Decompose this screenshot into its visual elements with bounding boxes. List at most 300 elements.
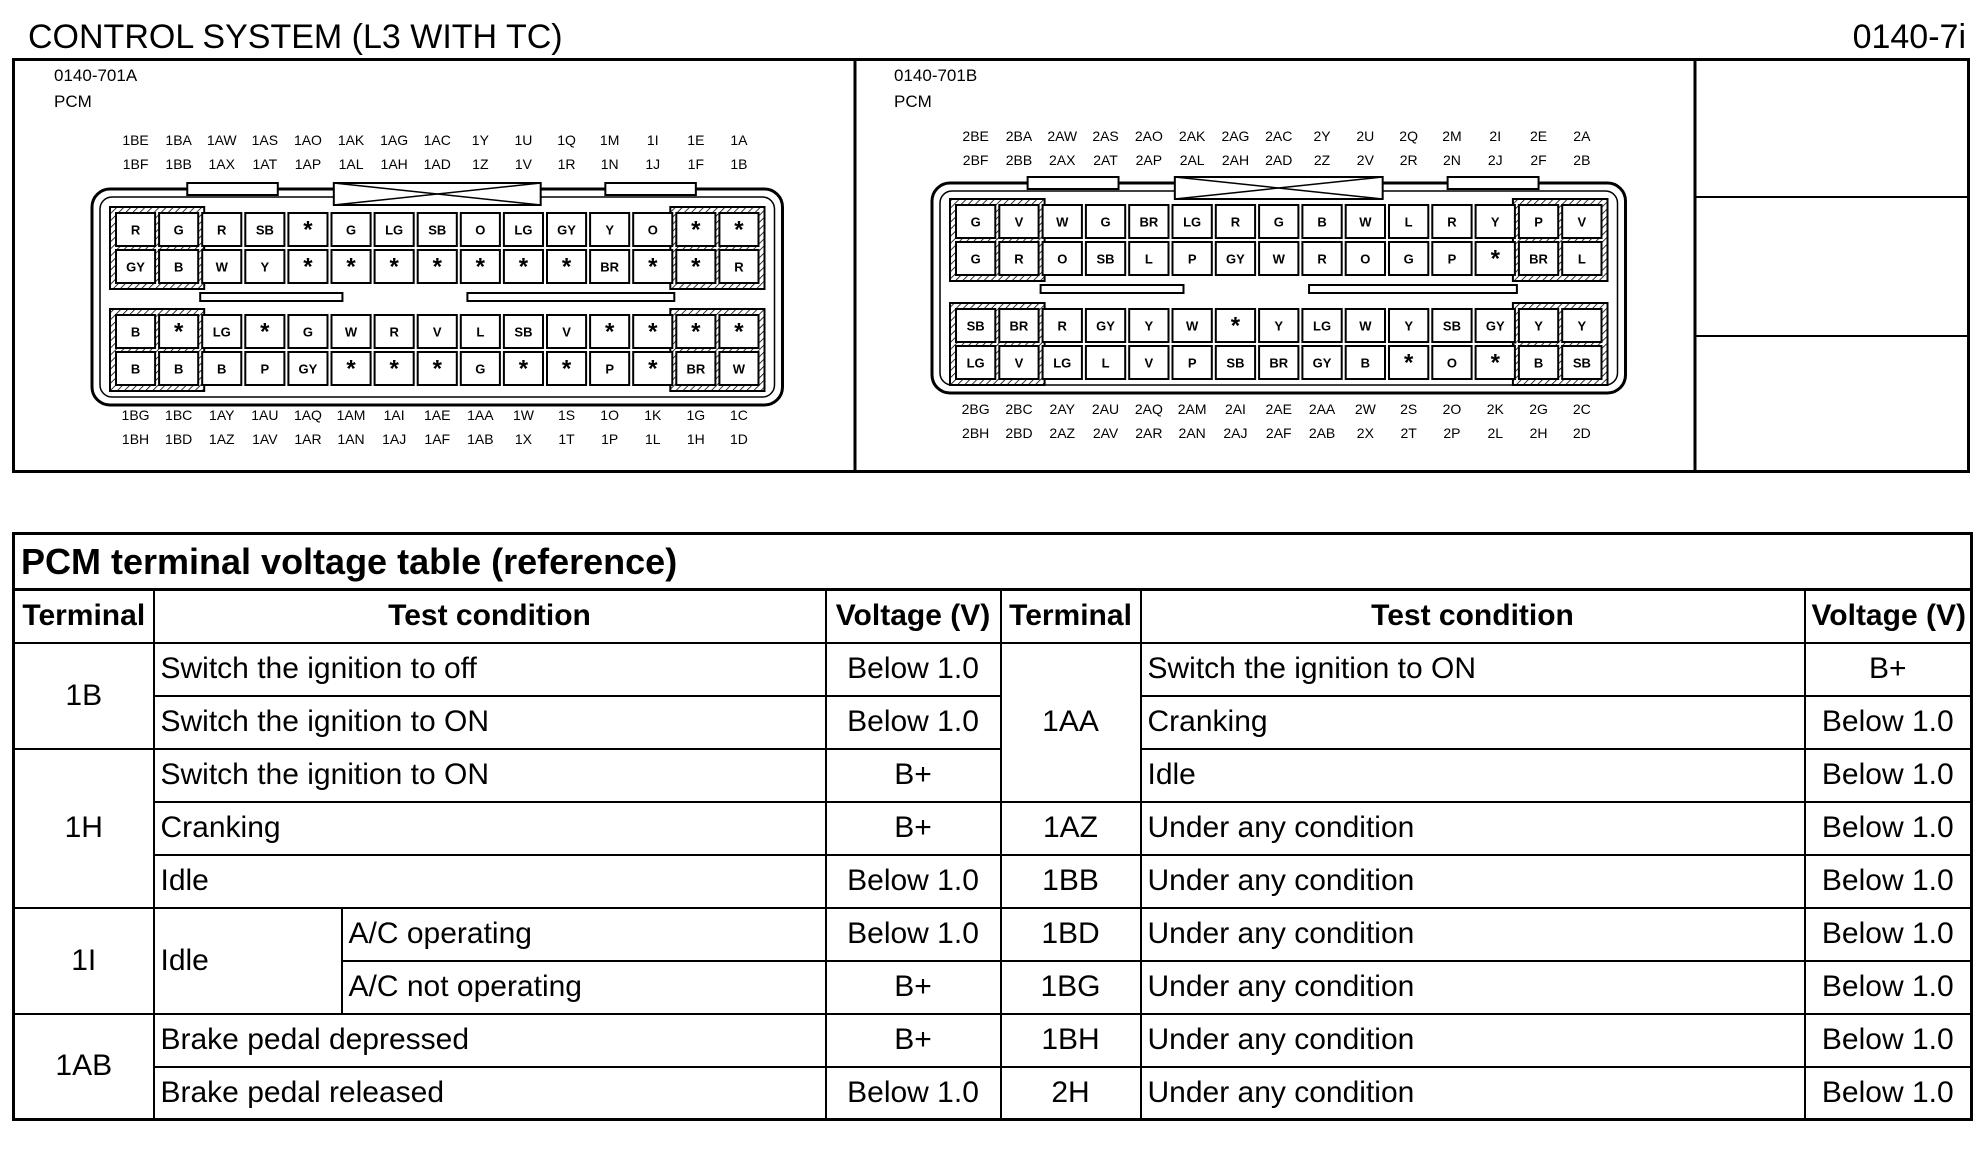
terminal-label: 2AU — [1091, 401, 1120, 417]
pin-wire-color: BR — [686, 361, 706, 377]
condition-cell: Under any condition — [1141, 802, 1805, 855]
terminal-label: 2Q — [1399, 128, 1418, 144]
pin-wire-color: SB — [1226, 355, 1245, 371]
terminal-cell: 1I — [14, 908, 154, 1014]
header-voltage-2: Voltage (V) — [1805, 590, 1972, 643]
terminal-cell: 1H — [14, 749, 154, 908]
terminal-label: 1AA — [467, 407, 494, 423]
terminal-label: 2H — [1529, 425, 1548, 441]
voltage-cell: B+ — [1805, 643, 1972, 696]
terminal-label: 2AQ — [1134, 401, 1163, 417]
pin-wire-color: G — [970, 251, 981, 267]
terminal-label: 1AK — [337, 132, 365, 148]
voltage-table — [12, 532, 1973, 1121]
terminal-label: 2AR — [1135, 425, 1163, 441]
pin-wire-color: LG — [966, 355, 985, 371]
connector-code: 0140-701A — [54, 66, 138, 85]
pin-wire-color: * — [432, 355, 442, 383]
pin-wire-color: R — [1057, 318, 1067, 334]
terminal-label: 2BA — [1005, 128, 1033, 144]
terminal-label: 1AY — [209, 407, 235, 423]
terminal-label: 2C — [1572, 401, 1591, 417]
pin-wire-color: L — [476, 324, 485, 340]
condition-cell: Under any condition — [1141, 961, 1805, 1014]
pin-wire-color: * — [389, 355, 399, 383]
pin-wire-color: SB — [428, 222, 447, 238]
terminal-label: 2AG — [1221, 128, 1250, 144]
table-caption: PCM terminal voltage table (reference) — [14, 534, 1972, 590]
condition-cell: Switch the ignition to ON — [1141, 643, 1805, 696]
terminal-label: 2V — [1356, 152, 1374, 168]
terminal-label: 2W — [1354, 401, 1376, 417]
terminal-label: 2X — [1356, 425, 1374, 441]
header-voltage: Voltage (V) — [826, 590, 1001, 643]
pin-wire-color: * — [648, 355, 658, 383]
pin-wire-color: SB — [966, 318, 985, 334]
terminal-label: 2BD — [1005, 425, 1033, 441]
pin-wire-color: * — [561, 355, 572, 383]
pin-wire-color: W — [1056, 214, 1069, 230]
pin-wire-color: * — [691, 318, 701, 346]
terminal-label: 1G — [686, 407, 706, 423]
pin-wire-color: GY — [126, 259, 145, 275]
terminal-label: 2AD — [1265, 152, 1293, 168]
pin-wire-color: * — [432, 253, 442, 281]
terminal-label: 1BD — [165, 431, 193, 447]
condition-cell: Brake pedal depressed — [154, 1014, 826, 1067]
pin-wire-color: R — [217, 222, 227, 238]
terminal-label: 2AB — [1308, 425, 1336, 441]
terminal-label: 1N — [600, 156, 619, 172]
terminal-label: 2AO — [1134, 128, 1163, 144]
terminal-label: 2P — [1443, 425, 1461, 441]
pin-wire-color: Y — [1404, 318, 1413, 334]
terminal-label: 2AH — [1221, 152, 1250, 168]
terminal-label: 2R — [1399, 152, 1418, 168]
terminal-label: 2Z — [1313, 152, 1331, 168]
header-terminal-2: Terminal — [1001, 590, 1141, 643]
pin-wire-color: Y — [1534, 318, 1543, 334]
terminal-label: 2AW — [1047, 128, 1078, 144]
pin-wire-color: Y — [605, 222, 614, 238]
pin-wire-color: V — [1014, 355, 1024, 371]
pin-wire-color: R — [1014, 251, 1024, 267]
condition-cell: Idle — [154, 908, 342, 1014]
condition-cell: Switch the ignition to ON — [154, 696, 826, 749]
terminal-label: 1AS — [251, 132, 279, 148]
pin-wire-color: * — [518, 253, 529, 281]
terminal-cell: 1AZ — [1001, 802, 1141, 855]
terminal-label: 2E — [1529, 128, 1548, 144]
pin-wire-color: * — [734, 216, 744, 244]
pin-wire-color: * — [260, 318, 270, 346]
terminal-label: 1AF — [424, 431, 451, 447]
terminal-label: 2AL — [1179, 152, 1205, 168]
terminal-label: 2I — [1489, 128, 1502, 144]
pin-wire-color: Y — [1577, 318, 1587, 334]
terminal-label: 1AT — [252, 156, 278, 172]
terminal-label: 1J — [645, 156, 661, 172]
pin-wire-color: BR — [600, 259, 620, 275]
terminal-label: 2S — [1400, 401, 1418, 417]
terminal-cell: 1AA — [1001, 643, 1141, 802]
terminal-label: 2AE — [1265, 401, 1292, 417]
voltage-cell: Below 1.0 — [1805, 908, 1972, 961]
terminal-label: 1A — [730, 132, 748, 148]
terminal-label: 2N — [1442, 152, 1461, 168]
pin-wire-color: B — [173, 361, 184, 377]
pin-wire-color: * — [561, 253, 572, 281]
page-title: CONTROL SYSTEM (L3 WITH TC) — [28, 18, 563, 56]
pin-wire-color: W — [215, 259, 228, 275]
pin-wire-color: Y — [1274, 318, 1284, 334]
pin-wire-color: O — [1446, 355, 1458, 371]
pin-wire-color: * — [303, 216, 313, 244]
pin-wire-color: * — [173, 318, 184, 346]
connector-diagram-panel — [12, 58, 1970, 473]
header-test-condition-2: Test condition — [1141, 590, 1805, 643]
terminal-label: 2BC — [1005, 401, 1033, 417]
pin-wire-color: L — [1404, 214, 1413, 230]
terminal-label: 1AL — [338, 156, 364, 172]
pin-wire-color: B — [130, 324, 141, 340]
terminal-label: 1AQ — [293, 407, 322, 423]
terminal-cell: 1B — [14, 643, 154, 749]
pin-wire-color: V — [1577, 214, 1587, 230]
terminal-label: 2BH — [962, 425, 990, 441]
terminal-label: 2BF — [962, 152, 989, 168]
pin-wire-color: * — [1403, 349, 1414, 377]
terminal-label: 2AV — [1092, 425, 1119, 441]
connector-diagram — [15, 61, 1967, 470]
terminal-label: 1AE — [424, 407, 451, 423]
voltage-cell: Below 1.0 — [826, 855, 1001, 908]
pin-wire-color: B — [217, 361, 227, 377]
pin-wire-color: * — [1490, 349, 1500, 377]
terminal-label: 2AZ — [1049, 425, 1076, 441]
terminal-label: 1U — [514, 132, 533, 148]
terminal-label: 1BE — [122, 132, 149, 148]
pin-wire-color: W — [1186, 318, 1199, 334]
header-test-condition: Test condition — [154, 590, 826, 643]
pin-wire-color: W — [1359, 214, 1372, 230]
pin-wire-color: G — [970, 214, 981, 230]
pin-wire-color: GY — [1096, 318, 1115, 334]
pin-wire-color: W — [732, 361, 746, 377]
pin-wire-color: L — [1101, 355, 1110, 371]
terminal-label: 1BF — [122, 156, 149, 172]
pin-wire-color: LG — [514, 222, 533, 238]
pin-wire-color: SB — [255, 222, 274, 238]
sub-condition-cell: A/C operating — [342, 908, 826, 961]
pin-wire-color: * — [604, 318, 615, 346]
pin-wire-color: B — [173, 259, 184, 275]
voltage-cell: Below 1.0 — [1805, 855, 1972, 908]
pin-wire-color: R — [1230, 214, 1241, 230]
terminal-label: 2AA — [1308, 401, 1336, 417]
terminal-label: 2T — [1400, 425, 1417, 441]
terminal-label: 1L — [644, 431, 661, 447]
terminal-label: 1Z — [472, 156, 489, 172]
condition-cell: Cranking — [154, 802, 826, 855]
pin-wire-color: O — [1057, 251, 1068, 267]
voltage-table-wrap — [12, 532, 1970, 1121]
page-id: 0140-7i — [1852, 18, 1966, 56]
terminal-label: 2D — [1572, 425, 1591, 441]
pin-wire-color: B — [1317, 214, 1327, 230]
condition-cell: Under any condition — [1141, 908, 1805, 961]
voltage-cell: Below 1.0 — [1805, 802, 1972, 855]
connector-latch — [1028, 177, 1119, 189]
pin-wire-color: SB — [1096, 251, 1115, 267]
pin-wire-color: Y — [260, 259, 270, 275]
condition-cell: Under any condition — [1141, 1067, 1805, 1120]
terminal-label: 1AU — [251, 407, 279, 423]
terminal-label: 1AW — [206, 132, 237, 148]
pin-wire-color: * — [475, 253, 486, 281]
pin-wire-color: SB — [1572, 355, 1591, 371]
terminal-label: 2AY — [1049, 401, 1075, 417]
pin-wire-color: SB — [1442, 318, 1461, 334]
pin-wire-color: BR — [1139, 214, 1159, 230]
voltage-cell: Below 1.0 — [1805, 749, 1972, 802]
connector-latch — [1448, 177, 1539, 189]
voltage-cell: Below 1.0 — [1805, 1067, 1972, 1120]
condition-cell: Idle — [154, 855, 826, 908]
connector-name: PCM — [894, 92, 932, 111]
terminal-label: 1I — [646, 132, 659, 148]
terminal-label: 1W — [512, 407, 534, 423]
terminal-cell: 1BD — [1001, 908, 1141, 961]
terminal-label: 1V — [514, 156, 533, 172]
voltage-cell: B+ — [826, 749, 1001, 802]
pin-wire-color: * — [1490, 245, 1500, 273]
pin-wire-color: Y — [1490, 214, 1500, 230]
pin-wire-color: * — [389, 253, 399, 281]
voltage-cell: B+ — [826, 961, 1001, 1014]
terminal-label: 1X — [514, 431, 533, 447]
pin-wire-color: O — [475, 222, 486, 238]
pin-wire-color: BR — [1529, 251, 1548, 267]
terminal-label: 1BH — [121, 431, 150, 447]
terminal-label: 1F — [687, 156, 705, 172]
pin-wire-color: R — [389, 324, 399, 340]
pin-wire-color: L — [1144, 251, 1153, 267]
voltage-cell: Below 1.0 — [826, 908, 1001, 961]
connector-rib — [1309, 285, 1517, 293]
terminal-label: 1BA — [165, 132, 192, 148]
voltage-cell: Below 1.0 — [1805, 1014, 1972, 1067]
terminal-label: 1D — [729, 431, 748, 447]
pin-wire-color: R — [1317, 251, 1327, 267]
voltage-cell: Below 1.0 — [1805, 696, 1972, 749]
terminal-label: 2BG — [961, 401, 990, 417]
terminal-label: 2L — [1487, 425, 1504, 441]
condition-cell: Switch the ignition to ON — [154, 749, 826, 802]
terminal-label: 1AP — [294, 156, 322, 172]
pin-wire-color: V — [562, 324, 571, 340]
terminal-cell: 2H — [1001, 1067, 1141, 1120]
terminal-label: 2AK — [1178, 128, 1206, 144]
terminal-label: 1AM — [336, 407, 366, 423]
terminal-label: 1AD — [423, 156, 451, 172]
pin-wire-color: W — [1359, 318, 1372, 334]
pin-wire-color: GY — [1485, 318, 1505, 334]
terminal-label: 1C — [729, 407, 748, 423]
terminal-label: 1BG — [121, 407, 150, 423]
terminal-label: 1AI — [383, 407, 405, 423]
condition-cell: Switch the ignition to off — [154, 643, 826, 696]
pin-wire-color: BR — [1269, 355, 1289, 371]
pin-wire-color: G — [173, 222, 184, 238]
pin-wire-color: * — [691, 253, 701, 281]
voltage-cell: B+ — [826, 1014, 1001, 1067]
connector-code: 0140-701B — [894, 66, 978, 85]
terminal-label: 2K — [1486, 401, 1504, 417]
pin-wire-color: P — [1447, 251, 1457, 267]
pin-wire-color: G — [1100, 214, 1111, 230]
terminal-label: 2AF — [1265, 425, 1292, 441]
connector-rib — [200, 293, 342, 301]
pin-wire-color: G — [345, 222, 357, 238]
pin-wire-color: * — [303, 253, 313, 281]
terminal-label: 2G — [1529, 401, 1548, 417]
pin-wire-color: V — [1014, 214, 1024, 230]
terminal-label: 1H — [686, 431, 705, 447]
pin-wire-color: * — [734, 318, 744, 346]
terminal-label: 2A — [1573, 128, 1591, 144]
pin-wire-color: B — [1533, 355, 1544, 371]
pin-wire-color: * — [1230, 312, 1241, 340]
terminal-label: 1AG — [380, 132, 409, 148]
terminal-label: 1R — [557, 156, 576, 172]
connector-latch — [605, 183, 696, 195]
pin-wire-color: R — [130, 222, 141, 238]
pin-wire-color: B — [130, 361, 141, 377]
condition-cell: Brake pedal released — [154, 1067, 826, 1120]
pin-wire-color: * — [346, 355, 356, 383]
pin-wire-color: SB — [514, 324, 533, 340]
pin-wire-color: GY — [298, 361, 318, 377]
terminal-label: 1AH — [380, 156, 408, 172]
pin-wire-color: G — [1273, 214, 1284, 230]
terminal-label: 2J — [1487, 152, 1503, 168]
terminal-label: 1Y — [471, 132, 489, 148]
terminal-label: 1BB — [165, 156, 192, 172]
terminal-cell: 1BG — [1001, 961, 1141, 1014]
terminal-label: 2AC — [1265, 128, 1293, 144]
terminal-label: 2AS — [1092, 128, 1119, 144]
pin-wire-color: P — [1187, 355, 1197, 371]
voltage-cell: Below 1.0 — [826, 643, 1001, 696]
pin-wire-color: B — [1360, 355, 1371, 371]
terminal-label: 1M — [599, 132, 620, 148]
connector-name: PCM — [54, 92, 92, 111]
terminal-label: 2Y — [1313, 128, 1331, 144]
pin-wire-color: * — [346, 253, 356, 281]
terminal-label: 2O — [1442, 401, 1462, 417]
pin-wire-color: * — [518, 355, 529, 383]
pin-wire-color: LG — [1313, 318, 1332, 334]
pin-wire-color: V — [1144, 355, 1154, 371]
terminal-cell: 1BH — [1001, 1014, 1141, 1067]
pin-wire-color: G — [475, 361, 486, 377]
voltage-cell: Below 1.0 — [826, 1067, 1001, 1120]
terminal-label: 1AV — [252, 431, 278, 447]
pin-wire-color: R — [1447, 214, 1457, 230]
connector-latch — [187, 183, 278, 195]
voltage-cell: Below 1.0 — [826, 696, 1001, 749]
condition-cell: Cranking — [1141, 696, 1805, 749]
pin-wire-color: LG — [1183, 214, 1202, 230]
terminal-label: 1AO — [293, 132, 322, 148]
pin-wire-color: P — [1187, 251, 1197, 267]
pin-wire-color: G — [302, 324, 314, 340]
terminal-label: 1Q — [557, 132, 576, 148]
terminal-label: 2U — [1356, 128, 1375, 144]
terminal-cell: 1BB — [1001, 855, 1141, 908]
pin-wire-color: L — [1577, 251, 1586, 267]
terminal-label: 2AM — [1177, 401, 1207, 417]
terminal-label: 2AJ — [1223, 425, 1248, 441]
terminal-label: 1B — [730, 156, 748, 172]
terminal-label: 2BE — [962, 128, 989, 144]
terminal-label: 1AX — [208, 156, 235, 172]
pin-wire-color: Y — [1144, 318, 1154, 334]
condition-cell: Under any condition — [1141, 1014, 1805, 1067]
pin-wire-color: G — [1403, 251, 1414, 267]
condition-cell: Under any condition — [1141, 855, 1805, 908]
pin-wire-color: * — [648, 318, 658, 346]
terminal-label: 1AC — [423, 132, 451, 148]
pin-wire-color: LG — [385, 222, 404, 238]
condition-cell: Idle — [1141, 749, 1805, 802]
terminal-label: 1O — [600, 407, 619, 423]
pin-wire-color: GY — [557, 222, 576, 238]
pin-wire-color: LG — [212, 324, 231, 340]
pin-wire-color: R — [734, 259, 744, 275]
terminal-label: 1P — [601, 431, 619, 447]
terminal-label: 1T — [558, 431, 575, 447]
terminal-label: 2AP — [1135, 152, 1163, 168]
terminal-label: 2M — [1442, 128, 1462, 144]
pin-wire-color: P — [260, 361, 270, 377]
pin-wire-color: W — [1272, 251, 1285, 267]
connector-rib — [467, 293, 674, 301]
terminal-label: 2F — [1530, 152, 1547, 168]
pin-wire-color: LG — [1053, 355, 1072, 371]
terminal-label: 2B — [1573, 152, 1591, 168]
voltage-cell: B+ — [826, 802, 1001, 855]
connector-rib — [1041, 285, 1184, 293]
terminal-label: 1AN — [337, 431, 365, 447]
header-terminal: Terminal — [14, 590, 154, 643]
terminal-label: 2BB — [1005, 152, 1033, 168]
pin-wire-color: V — [432, 324, 442, 340]
pin-wire-color: P — [1534, 214, 1543, 230]
pin-wire-color: O — [1360, 251, 1371, 267]
pin-wire-color: O — [647, 222, 658, 238]
pin-wire-color: P — [605, 361, 614, 377]
pin-wire-color: * — [691, 216, 701, 244]
terminal-label: 1K — [644, 407, 662, 423]
terminal-label: 2AI — [1224, 401, 1246, 417]
terminal-label: 1E — [687, 132, 705, 148]
pin-wire-color: * — [648, 253, 658, 281]
terminal-label: 1AJ — [382, 431, 407, 447]
terminal-label: 1AR — [294, 431, 322, 447]
voltage-cell: Below 1.0 — [1805, 961, 1972, 1014]
